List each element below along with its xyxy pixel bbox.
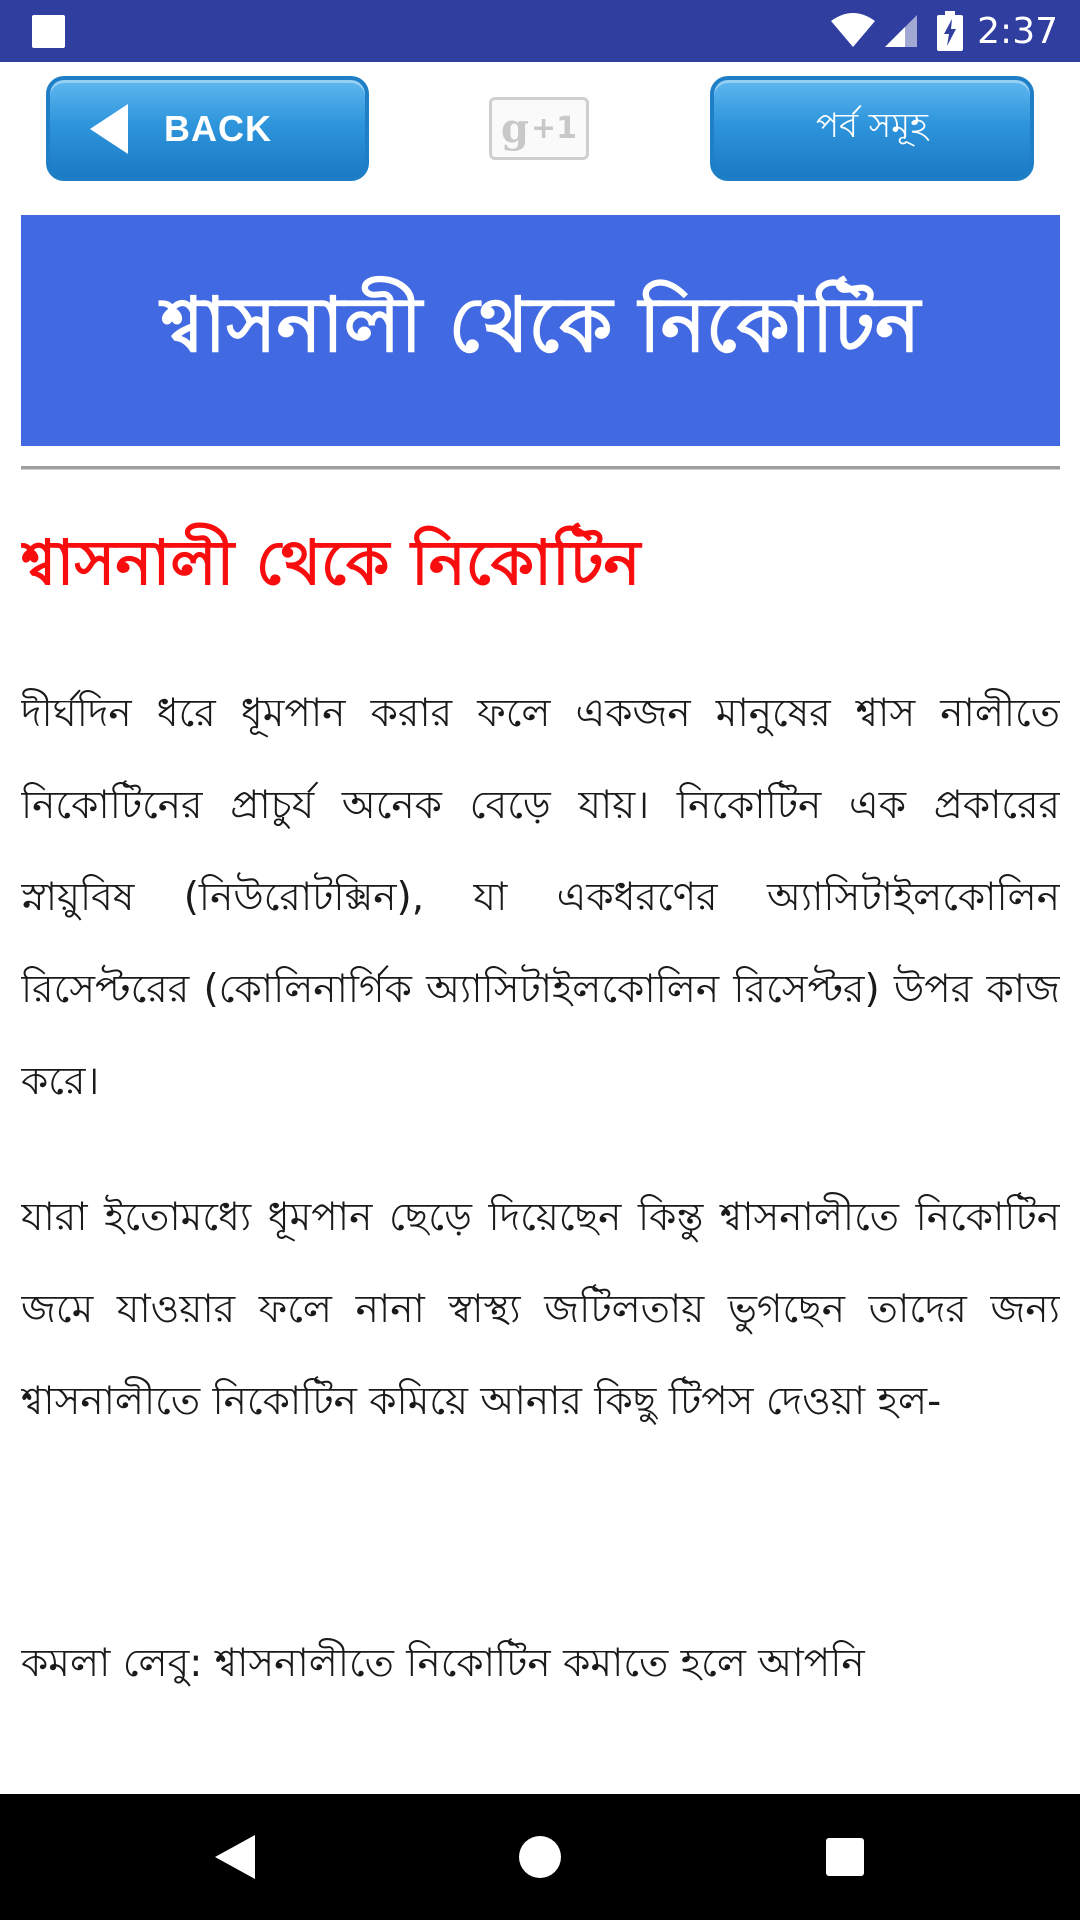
title-banner <box>21 215 1060 446</box>
nav-home-button[interactable] <box>505 1794 575 1920</box>
article-title: শ্বাসনালী থেকে নিকোটিন <box>21 526 641 599</box>
nav-back-button[interactable] <box>200 1794 270 1920</box>
google-plus-button[interactable] <box>489 97 589 160</box>
wifi-icon <box>829 13 877 49</box>
nav-home-icon <box>518 1835 562 1879</box>
google-plus-count: +1 <box>530 111 577 146</box>
article-paragraph: যারা ইতোমধ্যে ধূমপান ছেড়ে দিয়েছেন কিন্তু শ্বাসনালীতে নিকোটিন জমে যাওয়ার ফলে নানা স্বাস্থ্য জটিলতায় ভুগছেন তাদের জন্য শ্বাসনালীতে নিকোটিন কমিয়ে আনার কিছু টিপস দেওয়া হল- <box>21 1195 1060 1425</box>
back-button-label: BACK <box>164 107 272 149</box>
status-icons <box>829 0 1058 62</box>
navigation-bar <box>0 1794 1080 1920</box>
nav-recents-button[interactable] <box>810 1794 880 1920</box>
status-bar <box>0 0 1080 62</box>
nav-recents-icon <box>825 1837 865 1877</box>
battery-charging-icon <box>937 11 963 51</box>
google-plus-icon: g <box>501 105 529 152</box>
toolbar <box>0 62 1080 212</box>
back-arrow-icon <box>88 102 130 156</box>
notification-square-icon <box>32 15 65 48</box>
article-paragraph: কমলা লেবু: শ্বাসনালীতে নিকোটিন কমাতে হলে আপনি <box>21 1641 865 1687</box>
status-time: 2:37 <box>977 10 1058 52</box>
article-content[interactable] <box>21 470 1060 1782</box>
episodes-button-label: পর্ব সমূহ <box>815 106 928 146</box>
banner-title: শ্বাসনালী থেকে নিকোটিন <box>160 280 921 369</box>
article-paragraph: দীর্ঘদিন ধরে ধূমপান করার ফলে একজন মানুষের শ্বাস নালীতে নিকোটিনের প্রাচুর্য অনেক বেড়ে যায়। নিকোটিন এক প্রকারের স্নায়ুবিষ (নিউরোটক্সিন), যা একধরণের অ্যাসিটাইলকোলিন রিসেপ্টরের (কোলিনার্গিক অ্যাসিটাইলকোলিন রিসেপ্টর) উপর কাজ করে। <box>21 691 1060 1105</box>
back-button[interactable] <box>46 76 369 181</box>
cell-signal-icon <box>883 13 921 49</box>
nav-back-icon <box>213 1833 257 1881</box>
episodes-button[interactable] <box>710 76 1034 181</box>
